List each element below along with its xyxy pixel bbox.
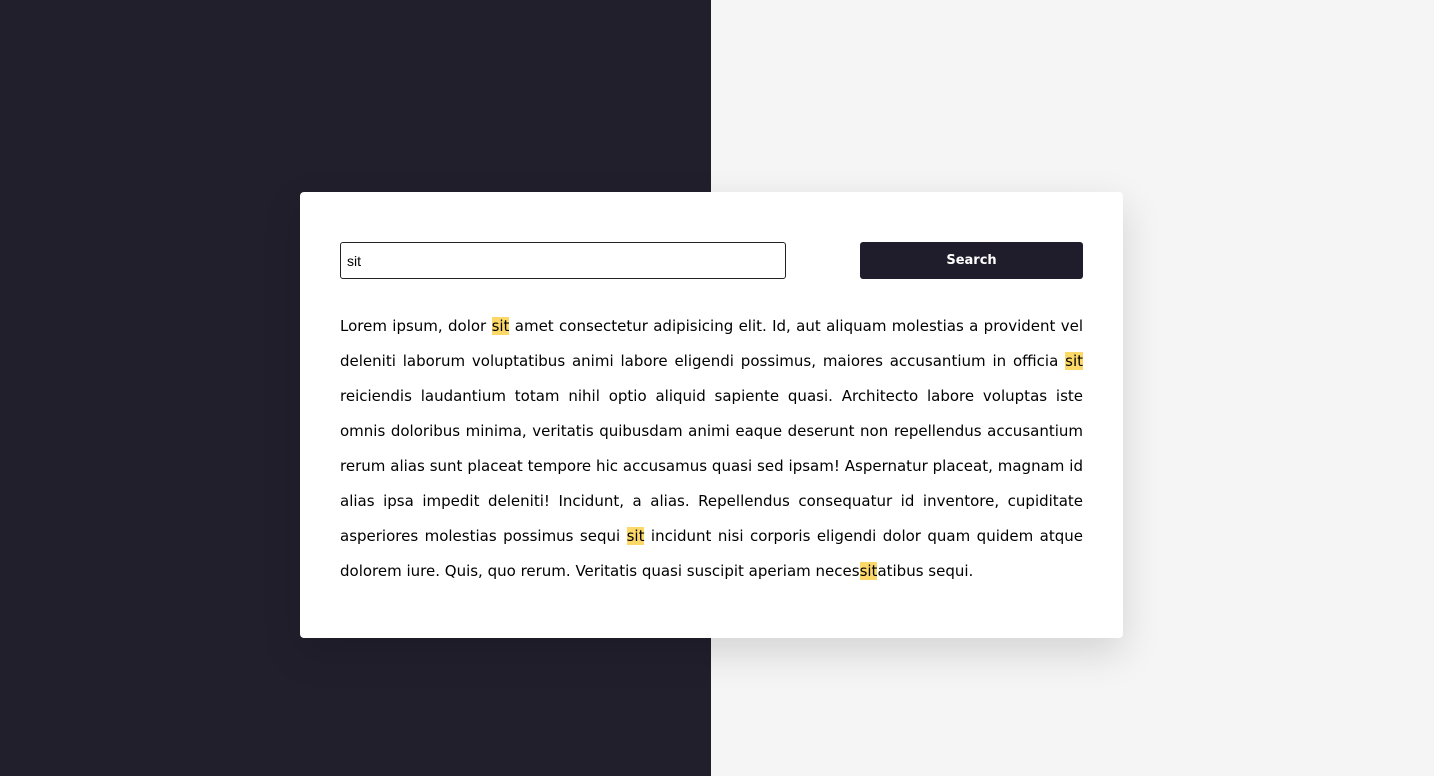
search-button[interactable]: Search bbox=[860, 242, 1083, 279]
text-segment: Lorem ipsum, dolor bbox=[340, 317, 492, 335]
highlighted-match: sit bbox=[491, 317, 510, 335]
text-segment: reiciendis laudantium totam nihil optio aliquid sapiente quasi. Architecto labore voluptas iste omnis doloribus minima, veritatis quibusdam animi eaque deserunt non repellendus accusantium rerum alias sunt placeat tempore hic accusamus quasi sed ipsam! Aspernatur placeat, magnam id alias ipsa impedit deleniti! Incidunt, a alias. Repellendus consequatur id inventore, cupiditate asperiores molestias possimus sequi bbox=[340, 387, 1083, 545]
search-input[interactable] bbox=[340, 242, 786, 279]
text-segment: atibus sequi. bbox=[877, 562, 974, 580]
search-card bbox=[300, 192, 1123, 638]
highlighted-match: sit bbox=[1065, 352, 1083, 370]
highlighted-match: sit bbox=[859, 562, 878, 580]
text-segment: amet consectetur adipisicing elit. Id, aut aliquam molestias a provident vel deleniti laborum voluptatibus animi labore eligendi possimus, maiores accusantium in officia bbox=[340, 317, 1083, 370]
search-text-paragraph bbox=[340, 309, 1083, 589]
highlighted-match: sit bbox=[626, 527, 645, 545]
text-segment: incidunt nisi corporis eligendi dolor quam quidem atque dolorem iure. Quis, quo rerum. Veritatis quasi suscipit aperiam neces bbox=[340, 527, 1083, 580]
